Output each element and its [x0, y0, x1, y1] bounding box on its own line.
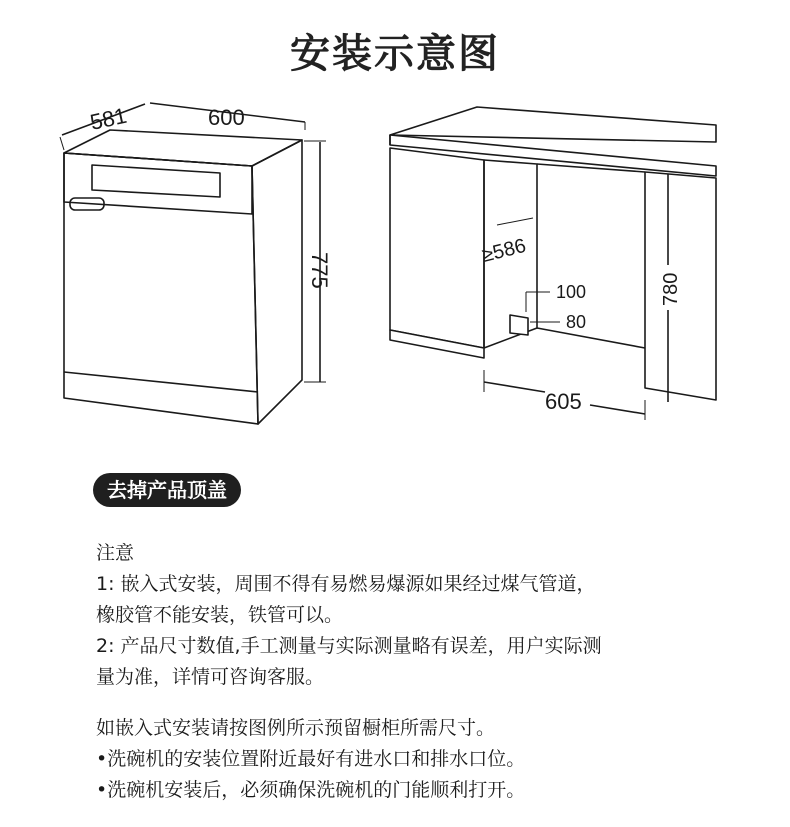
remove-top-cover-badge: 去掉产品顶盖: [93, 473, 241, 507]
hole-height-label: 100: [556, 282, 587, 302]
note-bullet: •洗碗机的安装位置附近最好有进水口和排水口位。: [96, 748, 526, 770]
notes-section: [96, 538, 756, 806]
cabinet-depth-label: ≥586: [479, 234, 529, 267]
dishwasher-illustration: [60, 103, 326, 424]
note-bullet: •洗碗机安装后，必须确保洗碗机的门能顺利打开。: [96, 779, 526, 801]
cabinet-width-label: 605: [545, 389, 582, 414]
cabinet-height-label: 780: [660, 272, 682, 306]
dishwasher-width-label: 600: [208, 105, 245, 130]
note-line: 橡胶管不能安装，铁管可以。: [96, 604, 344, 626]
dishwasher-depth-label: 581: [87, 102, 129, 135]
dishwasher-height-label: 775: [307, 252, 332, 289]
cabinet-illustration: [390, 107, 716, 420]
notes-heading: 注意: [96, 542, 135, 564]
note-line: 量为准，详情可咨询客服。: [96, 666, 325, 688]
note-line: 2: 产品尺寸数值,手工测量与实际测量略有误差，用户实际测: [96, 635, 602, 657]
note-line: 1: 嵌入式安装，周围不得有易燃易爆源如果经过煤气管道，: [96, 573, 596, 595]
note-line: 如嵌入式安装请按图例所示预留橱柜所需尺寸。: [96, 717, 496, 739]
hole-width-label: 80: [566, 312, 587, 332]
page-title: 安装示意图: [290, 31, 500, 77]
